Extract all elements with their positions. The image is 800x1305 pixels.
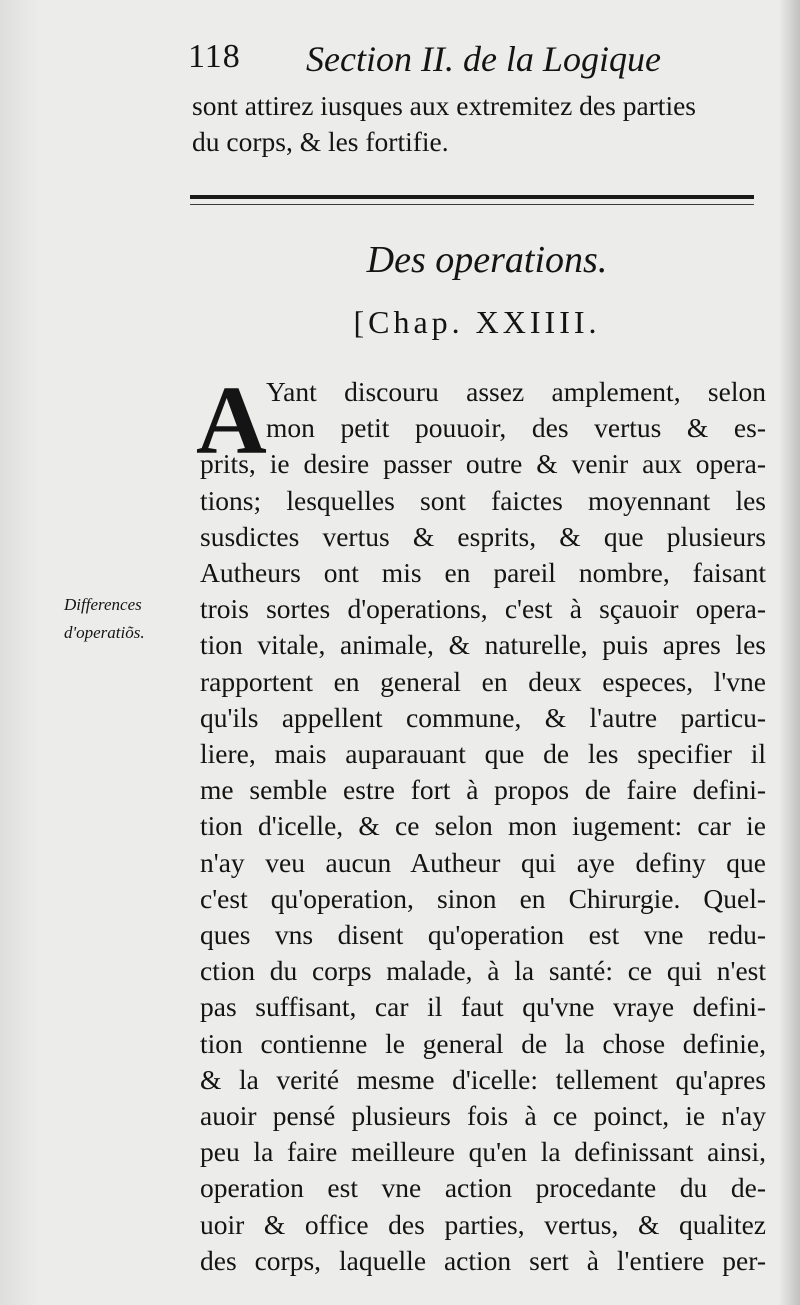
page-gutter-shadow	[0, 0, 40, 1305]
text-line: sont attirez iusques aux extremitez des parties	[192, 90, 696, 121]
text-line: tions; lesquelles sont faictes moyennant les	[200, 484, 766, 516]
text-line: tion d'icelle, & ce selon mon iugement: car ie	[200, 810, 766, 842]
text-line: peu la faire meilleure qu'en la definissant ainsi,	[200, 1136, 766, 1168]
section-divider-rule-thin	[190, 204, 754, 205]
text-line: ction du corps malade, à la santé: ce qui n'est	[200, 955, 766, 987]
text-line: operation est vne action procedante du de-	[200, 1172, 766, 1204]
chapter-body	[200, 374, 766, 1279]
text-line: me semble estre fort à propos de faire defini-	[200, 774, 766, 806]
running-title: Section II. de la Logique	[306, 39, 661, 79]
text-line: susdictes vertus & esprits, & que plusieurs	[200, 520, 766, 552]
text-line: liere, mais auparauant que de les specifier il	[200, 738, 766, 770]
text-line: Autheurs ont mis en pareil nombre, faisant	[200, 557, 766, 589]
text-line: du corps, & les fortifie.	[192, 126, 449, 157]
carry-over-paragraph	[192, 88, 762, 160]
text-line: c'est qu'operation, sinon en Chirurgie. Quel-	[200, 882, 766, 914]
text-line: & la verité mesme d'icelle: tellement qu'apres	[200, 1063, 766, 1095]
page-number: 118	[188, 38, 241, 75]
margin-note-line: Differences	[64, 595, 142, 614]
text-line: auoir pensé plusieurs fois à ce poinct, ie n'ay	[200, 1100, 766, 1132]
drop-cap-initial: A	[196, 367, 267, 475]
section-divider-rule	[190, 195, 754, 199]
text-line: rapportent en general en deux especes, l'vne	[200, 665, 766, 697]
text-line: n'ay veu aucun Autheur qui aye definy que	[200, 846, 766, 878]
text-line: tion contienne le general de la chose definie,	[200, 1027, 766, 1059]
text-line: uoir & office des parties, vertus, & qualitez	[200, 1208, 766, 1240]
text-line: pas suffisant, car il faut qu'vne vraye defini-	[200, 991, 766, 1023]
text-line: ques vns disent qu'operation est vne redu-	[200, 919, 766, 951]
margin-note-line: d'operatiõs.	[64, 623, 145, 642]
section-title: Des operations.	[366, 239, 608, 281]
text-line: mon petit pouuoir, des vertus & es-	[266, 412, 766, 444]
running-header	[188, 38, 768, 88]
text-line: des corps, laquelle action sert à l'entiere per-	[200, 1244, 766, 1276]
page-edge-shadow	[778, 0, 800, 1305]
chapter-title: [Chap. XXIIII.	[353, 304, 601, 340]
text-line: prits, ie desire passer outre & venir aux opera-	[200, 448, 766, 480]
text-line: trois sortes d'operations, c'est à sçauoir opera-	[200, 593, 766, 625]
text-line: qu'ils appellent commune, & l'autre particu-	[200, 701, 766, 733]
margin-note	[64, 591, 194, 647]
text-line: Yant discouru assez amplement, selon	[266, 376, 766, 407]
text-line: tion vitale, animale, & naturelle, puis apres les	[200, 629, 766, 661]
